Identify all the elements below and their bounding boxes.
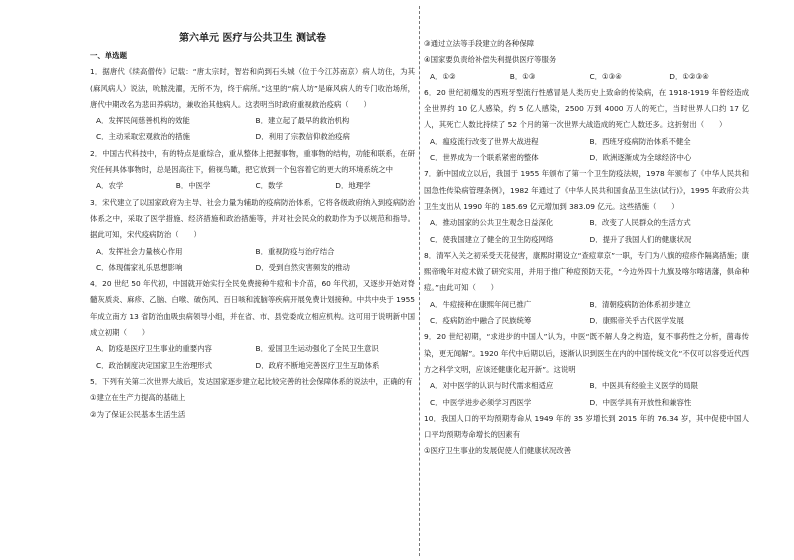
question-10-item-1: ①医疗卫生事业的发展促使人们健康状况改善 [424,446,572,456]
question-3-option-d[interactable]: D．受到自然灾害频发的推动 [255,262,350,272]
question-6-option-d[interactable]: D．欧洲逐渐成为全球经济中心 [589,153,692,163]
question-1-options [90,113,415,146]
question-4-option-b[interactable]: B．爱国卫生运动强化了全民卫生意识 [255,344,379,354]
question-9-option-d[interactable]: D．中医学具有开放性和兼容性 [589,397,692,407]
question-1-option-a[interactable]: A．发挥民间慈善机构的效能 [96,116,190,126]
question-8-option-d[interactable]: D．康熙帝关乎古代医学发展 [589,316,684,326]
question-2-option-c[interactable]: C．数学 [255,181,283,191]
question-5-option-a[interactable]: A．①② [430,71,456,81]
question-2-option-b[interactable]: B．中医学 [175,181,211,191]
question-3-options [90,244,415,277]
question-5-item-2: ②为了保证公民基本生活生活 [90,409,186,419]
question-7-option-b[interactable]: B．改变了人民群众的生活方式 [589,218,691,228]
question-5-option-b[interactable]: B．①③ [509,71,536,81]
question-5-stem: 5．下列有关第二次世界大战后，发达国家逐步建立起比较完善的社会保障体系的说法中，正确的有 [90,376,413,386]
question-9-options [424,378,749,411]
left-column [90,22,415,423]
question-1-option-b[interactable]: B．建立起了最早的救治机构 [255,116,350,126]
question-3-stem: 3．宋代建立了以国家政府为主导、社会力量为辅助的疫病防治体系，它将各级政府纳入到疫病防治体系之中，采取了医学措施、经济措施和政治措施等，并对社会民众的救助作为予以规范和指导。据此可知，宋代疫病防治（ ） [90,197,415,240]
question-9-option-b[interactable]: B．中医具有经验主义医学的局限 [589,381,699,391]
question-4-option-a[interactable]: A．防疫是医疗卫生事业的重要内容 [96,344,212,354]
question-2-options [90,178,415,194]
question-8-option-b[interactable]: B．清朝疫病防治体系初步建立 [589,299,691,309]
question-1-option-d[interactable]: D．利用了宗教信仰救治疫病 [255,132,350,142]
question-7-option-d[interactable]: D．提升了我国人们的健康状况 [589,234,692,244]
question-4-option-c[interactable]: C．政治制度决定国家卫生治理形式 [96,360,213,370]
question-2-option-d[interactable]: D．地理学 [335,181,371,191]
question-3-option-b[interactable]: B．重视防疫与治疗结合 [255,246,335,256]
question-9-option-a[interactable]: A．对中医学的认识与时代需求相适应 [430,381,554,391]
question-6-option-b[interactable]: B．西班牙疫病防治体系不健全 [589,136,691,146]
question-8-stem: 8．清军入关之初采受天花侵害，康熙时期设立“查痘章京”一职，专门为八旗的痘疹作隔离措施；康熙帝晚年对痘术做了研究实用，并用于推广种痘预防天花，“今边外四十九旗及喀尔喀诸藩，俱命种痘。”由此可知（ ） [424,250,749,293]
question-3-option-a[interactable]: A．发挥社会力量核心作用 [96,246,183,256]
question-5-item-1: ①建立在生产力提高的基础上 [90,393,186,403]
question-4-options [90,341,415,374]
question-7-options [424,215,749,248]
section-heading: 一、单选题 [90,51,127,60]
question-7-option-c[interactable]: C．使我国建立了健全的卫生防疫网络 [430,234,554,244]
question-5-option-c[interactable]: C．①③④ [589,71,622,81]
question-8-options [424,297,749,330]
question-1-stem: 1．据唐代《续高僧传》记载：“唐太宗时，智岩和尚到石头城（位于今江苏南京）病人坊住，为其(麻风病人）说法，吮脓洗濯，无所不为，终于病所。”这里的“病人坊”是麻风病人的专门收治场所，唐代中期改名为悲田养病坊，兼收治其他病人。这表明当时政府重视救治疫病（ ） [90,67,415,109]
question-5-options [424,69,749,85]
question-1-option-c[interactable]: C．主动采取宏观救治的措施 [96,132,190,142]
question-2-stem: 2．中国古代科技中，有的特点是重综合，重从整体上把握事物，重事物的结构，功能和联系，在研究任何具体事物时，总是因高往下，俯视鸟瞰，把它放到一个包容着它的更大的环境系统之中 [90,148,415,175]
question-6-options [424,134,749,167]
question-8-option-a[interactable]: A．牛痘接种在康熙年间已推广 [430,299,532,309]
question-5-option-d[interactable]: D．①②③④ [669,71,709,81]
question-5-item-3: ③通过立法等手段建立的各种保障 [424,39,535,48]
question-6-option-c[interactable]: C．世界成为一个联系紧密的整体 [430,153,539,163]
question-10-stem: 10．我国人口的平均预期寿命从 1949 年的 35 岁增长到 2015 年的 76.34 岁，其中促使中国人口平均预期寿命增长的因素有 [424,413,749,440]
column-divider [419,6,420,556]
question-7-option-a[interactable]: A．推动国家的公共卫生观念日益深化 [430,218,554,228]
question-9-stem: 9．20 世纪初期，“求进步的中国人”认为，中医“既不解人身之构造，复不事药性之分析，菌毒传染，更无闻解”。1920 年代中后期以后，逐渐认识到医生在内的中国传统文化“不仅可以容受近代西方之科学文明，应该还健康化起开新”。这说明 [424,332,749,374]
question-3-option-c[interactable]: C．体现儒家礼乐思想影响 [96,262,183,272]
question-4-stem: 4．20 世纪 50 年代初，中国就开始实行全民免费接种牛痘和卡介苗，60 年代初，又逐步开始对脊髓灰质炎、麻疹、乙脑、白喉、破伤风、百日咳和流脑等疾病开展免费计划接种。中共中央于 1955 年成立南方 13 省防治血吸虫病领导小组，并在省、市、县党委成立相应机构。这可用于说明新中国成立初期（ ） [90,279,415,338]
exam-title: 第六单元 医疗与公共卫生 测试卷 [179,33,326,44]
question-9-option-c[interactable]: C．中医学进步必须学习西医学 [430,397,532,407]
question-2-option-a[interactable]: A．农学 [96,181,124,191]
question-4-option-d[interactable]: D．政府不断地完善医疗卫生互助体系 [255,360,380,370]
question-6-option-a[interactable]: A．瘟疫流行改变了世界大战进程 [430,136,539,146]
question-6-stem: 6．20 世纪初爆发的西班牙型流行性感冒是人类历史上致命的传染病，在 1918-1919 年曾经造成全世界约 10 亿人感染，约 5 亿人感染，2500 万到 4000 万人的死亡，当时世界人口约 17 亿人，其死亡人数比持续了 52 个月的第一次世界大战造成的死亡人数还多。这折射出（ ） [424,87,749,130]
question-7-stem: 7．新中国成立以后，我国于 1955 年颁布了第一个卫生防疫法规，1978 年颁布了《中华人民共和国急性传染病管理条例》，1982 年通过了《中华人民共和国食品卫生法(试行)》，1995 年政府公共卫生支出从 1990 年的 185.69 亿元增加到 383.09 亿元。这些措施（ ） [424,169,749,211]
question-8-option-c[interactable]: C．疫病防治中融合了民族统筹 [430,316,532,326]
question-5-item-4: ④国家要负责给补偿失利提供医疗等服务 [424,55,557,65]
right-column [424,36,749,460]
